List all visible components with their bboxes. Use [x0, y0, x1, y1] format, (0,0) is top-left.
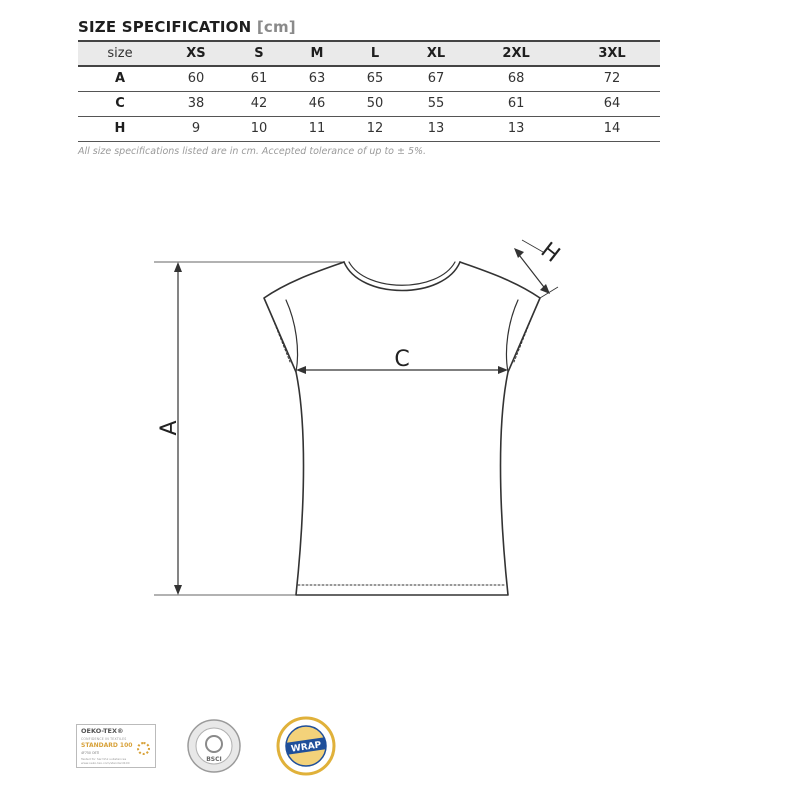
tolerance-note: All size specifications listed are in cm. Accepted tolerance of up to ± 5%. — [78, 146, 427, 157]
size-l: L — [346, 41, 404, 66]
chest-label: C — [394, 347, 410, 372]
bsci-text: BSCI — [206, 756, 222, 763]
oeko-tex-small: Tested for harmful substances www.oeko-tex.com/standard100 — [81, 757, 130, 765]
size-xs: XS — [162, 41, 230, 66]
size-2xl: 2XL — [468, 41, 564, 66]
hem-label: H — [535, 237, 565, 268]
oeko-tex-name: OEKO-TEX® — [81, 727, 124, 735]
wrap-badge — [276, 716, 336, 776]
length-label: A — [157, 420, 182, 436]
size-s: S — [230, 41, 288, 66]
table-cell: 42 — [230, 91, 288, 116]
table-cell: 72 — [564, 66, 660, 91]
table-cell: 65 — [346, 66, 404, 91]
table-cell: 68 — [468, 66, 564, 91]
table-cell: 13 — [404, 116, 468, 141]
bsci-badge — [186, 718, 242, 774]
table-cell: 14 — [564, 116, 660, 141]
length-dimension — [154, 262, 344, 595]
title-text: SIZE SPECIFICATION — [78, 18, 252, 36]
row-label: C — [78, 91, 162, 116]
oeko-sun-icon — [137, 742, 150, 755]
table-cell: 61 — [230, 66, 288, 91]
wrap-text: WRAP — [290, 740, 322, 755]
table-cell: 38 — [162, 91, 230, 116]
oeko-tex-badge — [76, 724, 156, 768]
table-cell: 12 — [346, 116, 404, 141]
oeko-tex-code: 4F750 OETI — [81, 751, 100, 755]
certification-badges — [76, 716, 366, 776]
table-cell: 61 — [468, 91, 564, 116]
table-cell: 13 — [468, 116, 564, 141]
table-cell: 67 — [404, 66, 468, 91]
size-header: size — [78, 41, 162, 66]
table-cell: 10 — [230, 116, 288, 141]
table-cell: 11 — [288, 116, 346, 141]
table-cell: 46 — [288, 91, 346, 116]
unit-text: [cm] — [256, 18, 296, 36]
row-label: A — [78, 66, 162, 91]
oeko-tex-line1: CONFIDENCE IN TEXTILES — [81, 737, 127, 741]
table-cell: 50 — [346, 91, 404, 116]
size-m: M — [288, 41, 346, 66]
row-label: H — [78, 116, 162, 141]
table-cell: 55 — [404, 91, 468, 116]
table-cell: 63 — [288, 66, 346, 91]
table-cell: 9 — [162, 116, 230, 141]
table-cell: 64 — [564, 91, 660, 116]
tshirt-outline — [264, 262, 540, 595]
oeko-tex-standard: STANDARD 100 — [81, 742, 133, 749]
size-3xl: 3XL — [564, 41, 660, 66]
size-xl: XL — [404, 41, 468, 66]
table-cell: 60 — [162, 66, 230, 91]
